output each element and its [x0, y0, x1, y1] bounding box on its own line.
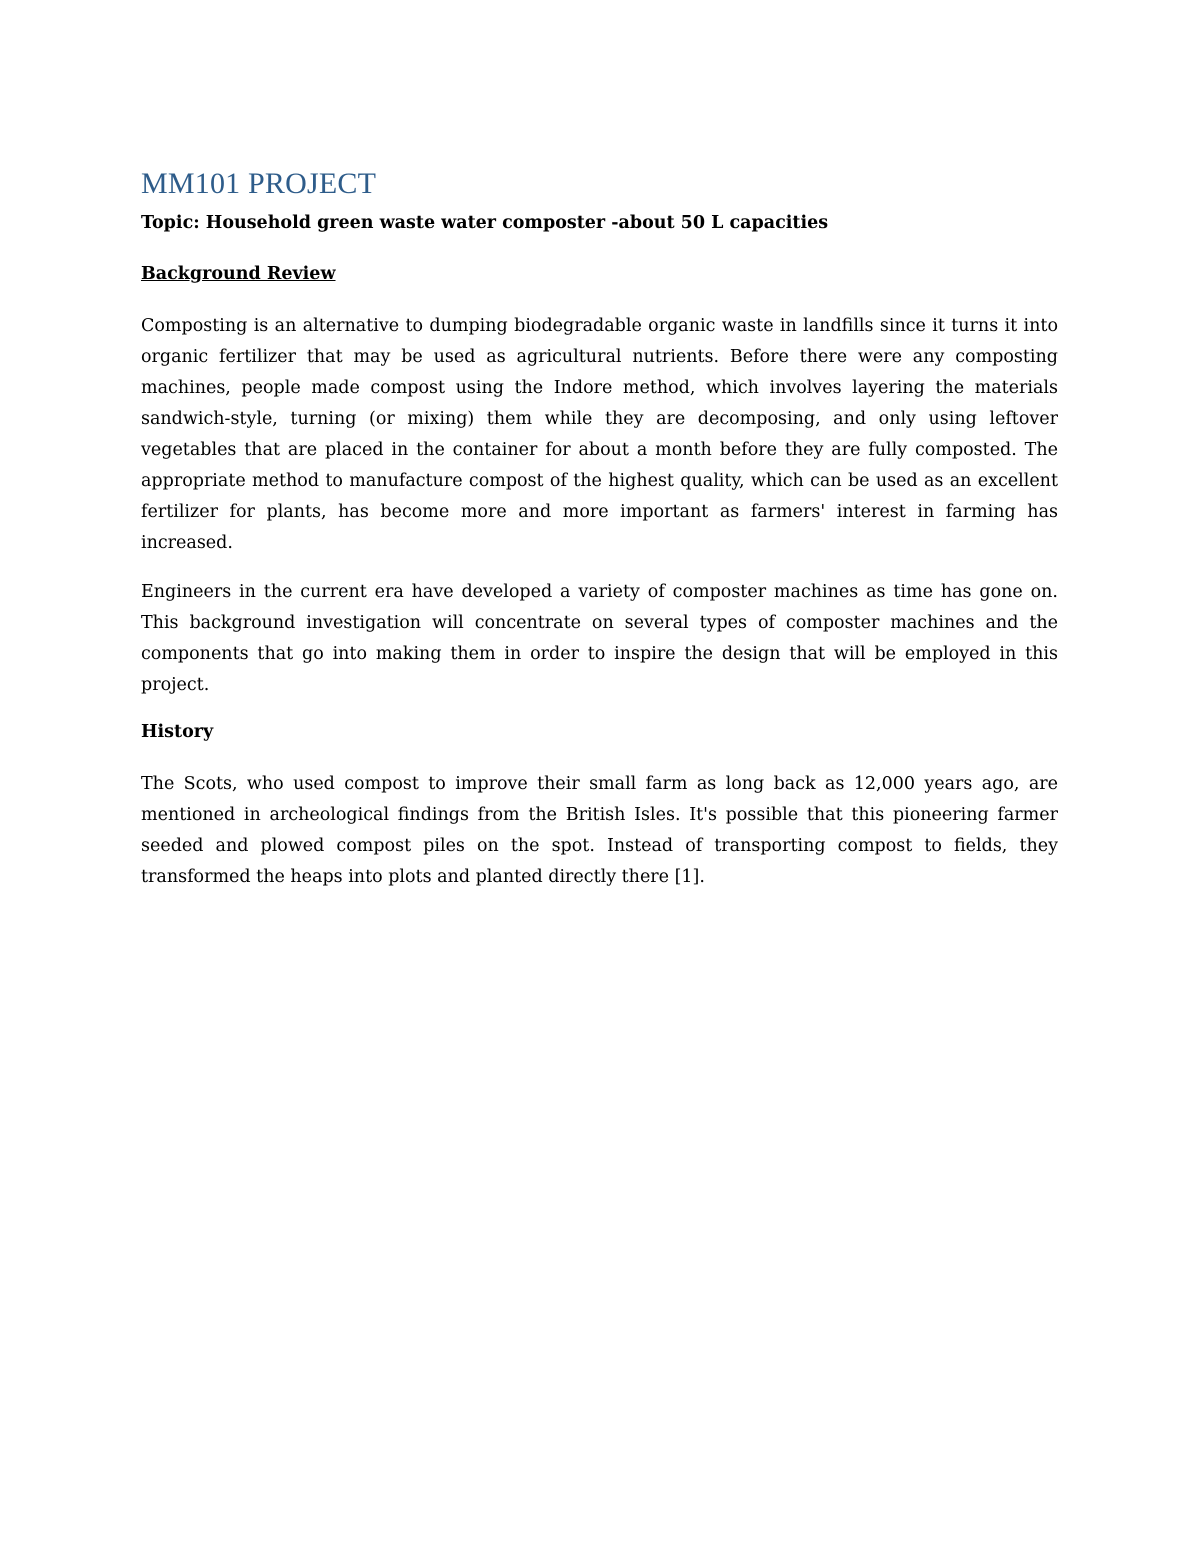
project-topic: Topic: Household green waste water composter -about 50 L capacities — [141, 213, 829, 233]
paragraph-composting-intro: Composting is an alternative to dumping biodegradable organic waste in landfills since it turns it into organic fertilizer that may be used as agricultural nutrients. Before there were any composting machines, people made compost using the Indore method, which involves layering the materials sandwich-style, turning (or mixing) them while they are decomposing, and only using leftover vegetables that are placed in the container for about a month before they are fully composted. The appropriate method to manufacture compost of the highest quality, which can be used as an excellent fertilizer for plants, has become more and more important as farmers' interest in farming has increased. — [141, 316, 1058, 553]
section-heading-history: History — [141, 722, 214, 742]
document-page — [141, 164, 1058, 911]
section-heading-background-review: Background Review — [141, 264, 336, 284]
paragraph-history: The Scots, who used compost to improve their small farm as long back as 12,000 years ago, are mentioned in archeological findings from the British Isles. It's possible that this pioneering farmer seeded and plowed compost piles on the spot. Instead of transporting compost to fields, they transformed the heaps into plots and planted directly there [1]. — [141, 774, 1058, 887]
document-title: MM101 PROJECT — [141, 167, 377, 200]
paragraph-engineers: Engineers in the current era have developed a variety of composter machines as time has gone on. This background investigation will concentrate on several types of composter machines and the components that go into making them in order to inspire the design that will be employed in this project. — [141, 582, 1058, 695]
